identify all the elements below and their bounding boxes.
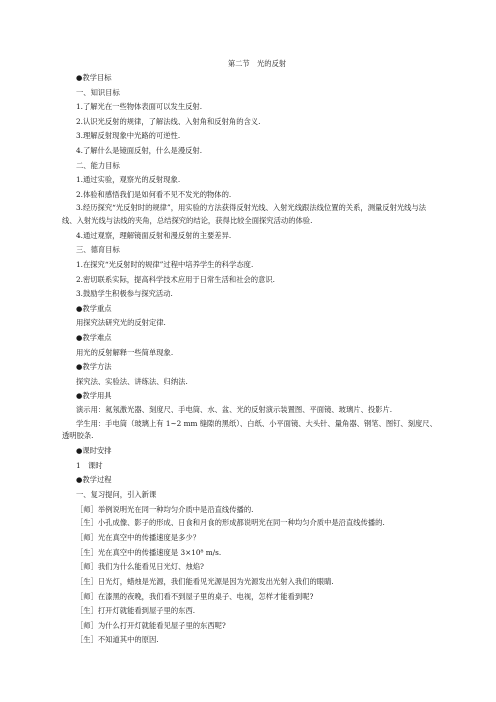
paragraph: 用光的反射解释一些简单现象. <box>76 347 174 357</box>
dialogue-line: ［生］打开灯就能看到屋子里的东西. <box>76 606 196 616</box>
dialogue-line: ［生］日光灯，蜡烛是光源，我们能看见光源是因为光源发出光射入我们的眼睛. <box>76 577 334 587</box>
section-heading-process: ●教学过程 <box>76 475 112 485</box>
paragraph: 4.了解什么是镜面反射，什么是漫反射. <box>76 145 203 155</box>
section-heading-teaching-goals: ●教学目标 <box>76 73 112 82</box>
section-heading-teaching-aids: ●教学用具 <box>76 391 112 401</box>
dialogue-line: ［师］举例说明光在同一种均匀介质中是沿直线传播的. <box>76 504 254 514</box>
dialogue-line: ［生］光在真空中的传播速度是 3×10⁸ m/s. <box>76 547 222 557</box>
paragraph: 演示用：氦氖激光器、刻度尺、手电筒、水、盆、光的反射演示装置图、平面镜、玻璃片、投影片. <box>76 404 393 414</box>
dialogue-line: ［生］小孔成像、影子的形成、日食和月食的形成都说明光在同一种均匀介质中是沿直线传播的. <box>76 518 385 528</box>
dialogue-line: ［师］为什么打开灯就能看见屋子里的东西呢? <box>76 620 226 630</box>
paragraph: 2.认识光反射的规律，了解法线、入射角和反射角的含义. <box>76 116 261 126</box>
paragraph: 探究法、实验法、讲练法、归纳法. <box>76 376 188 386</box>
paragraph: 4.通过观察，理解镜面反射和漫反射的主要差异. <box>76 230 232 240</box>
paragraph: 学生用：手电筒（玻璃上有 1~2 mm 缝隙的黑纸）、白纸、小平面镜、大头针、量角器、钢笔、图钉、刻度尺、透明胶条. <box>62 418 437 441</box>
dialogue-line: ［师］在漆黑的夜晚，我们看不到屋子里的桌子、电视，怎样才能看到呢? <box>76 591 314 601</box>
paragraph: 用探究法研究光的反射定律. <box>76 318 166 328</box>
paragraph: 3.经历探究“光反射时的规律”，用实验的方法获得反射光线、入射光线跟法线位置的关系，测量反射光线与法线、入射光线与法线的夹角，总结探究的结论，获得比较全面探究活动的体验. <box>62 203 427 225</box>
dialogue-line: ［师］我们为什么能看见日光灯、烛焰? <box>76 562 204 572</box>
dialogue-line: ［师］光在真空中的传播速度是多少？ <box>76 533 201 543</box>
section-heading-methods: ●教学方法 <box>76 362 112 372</box>
subheading-review: 一、复习提问，引入新课 <box>76 490 157 500</box>
dialogue-line: ［生］不知道其中的原因. <box>76 635 159 645</box>
subheading-ability-goals: 二、能力目标 <box>76 160 120 170</box>
section-heading-difficulties: ●教学难点 <box>76 332 112 342</box>
paragraph: 1.了解光在一些物体表面可以发生反射. <box>76 102 203 112</box>
section-heading-key-points: ●教学重点 <box>76 303 112 313</box>
paragraph: 2.体验和感悟我们是如何看不见不发光的物体的. <box>76 189 232 199</box>
paragraph: 3.鼓励学生积极参与探究活动. <box>76 289 173 299</box>
paragraph: 2.密切联系实际，提高科学技术应用于日常生活和社会的意识. <box>76 274 275 284</box>
paragraph: 1 课时 <box>76 460 103 470</box>
document-title: 第二节 光的反射 <box>227 59 287 68</box>
paragraph: 1.通过实验，观察光的反射现象. <box>76 175 181 185</box>
paragraph: 3.理解反射现象中光路的可逆性. <box>76 131 181 141</box>
section-heading-schedule: ●课时安排 <box>76 446 112 456</box>
subheading-knowledge-goals: 一、知识目标 <box>76 87 120 97</box>
paragraph: 1.在探究“光反射时的规律”过程中培养学生的科学态度. <box>76 259 254 269</box>
subheading-moral-goals: 三、德育目标 <box>76 245 120 255</box>
